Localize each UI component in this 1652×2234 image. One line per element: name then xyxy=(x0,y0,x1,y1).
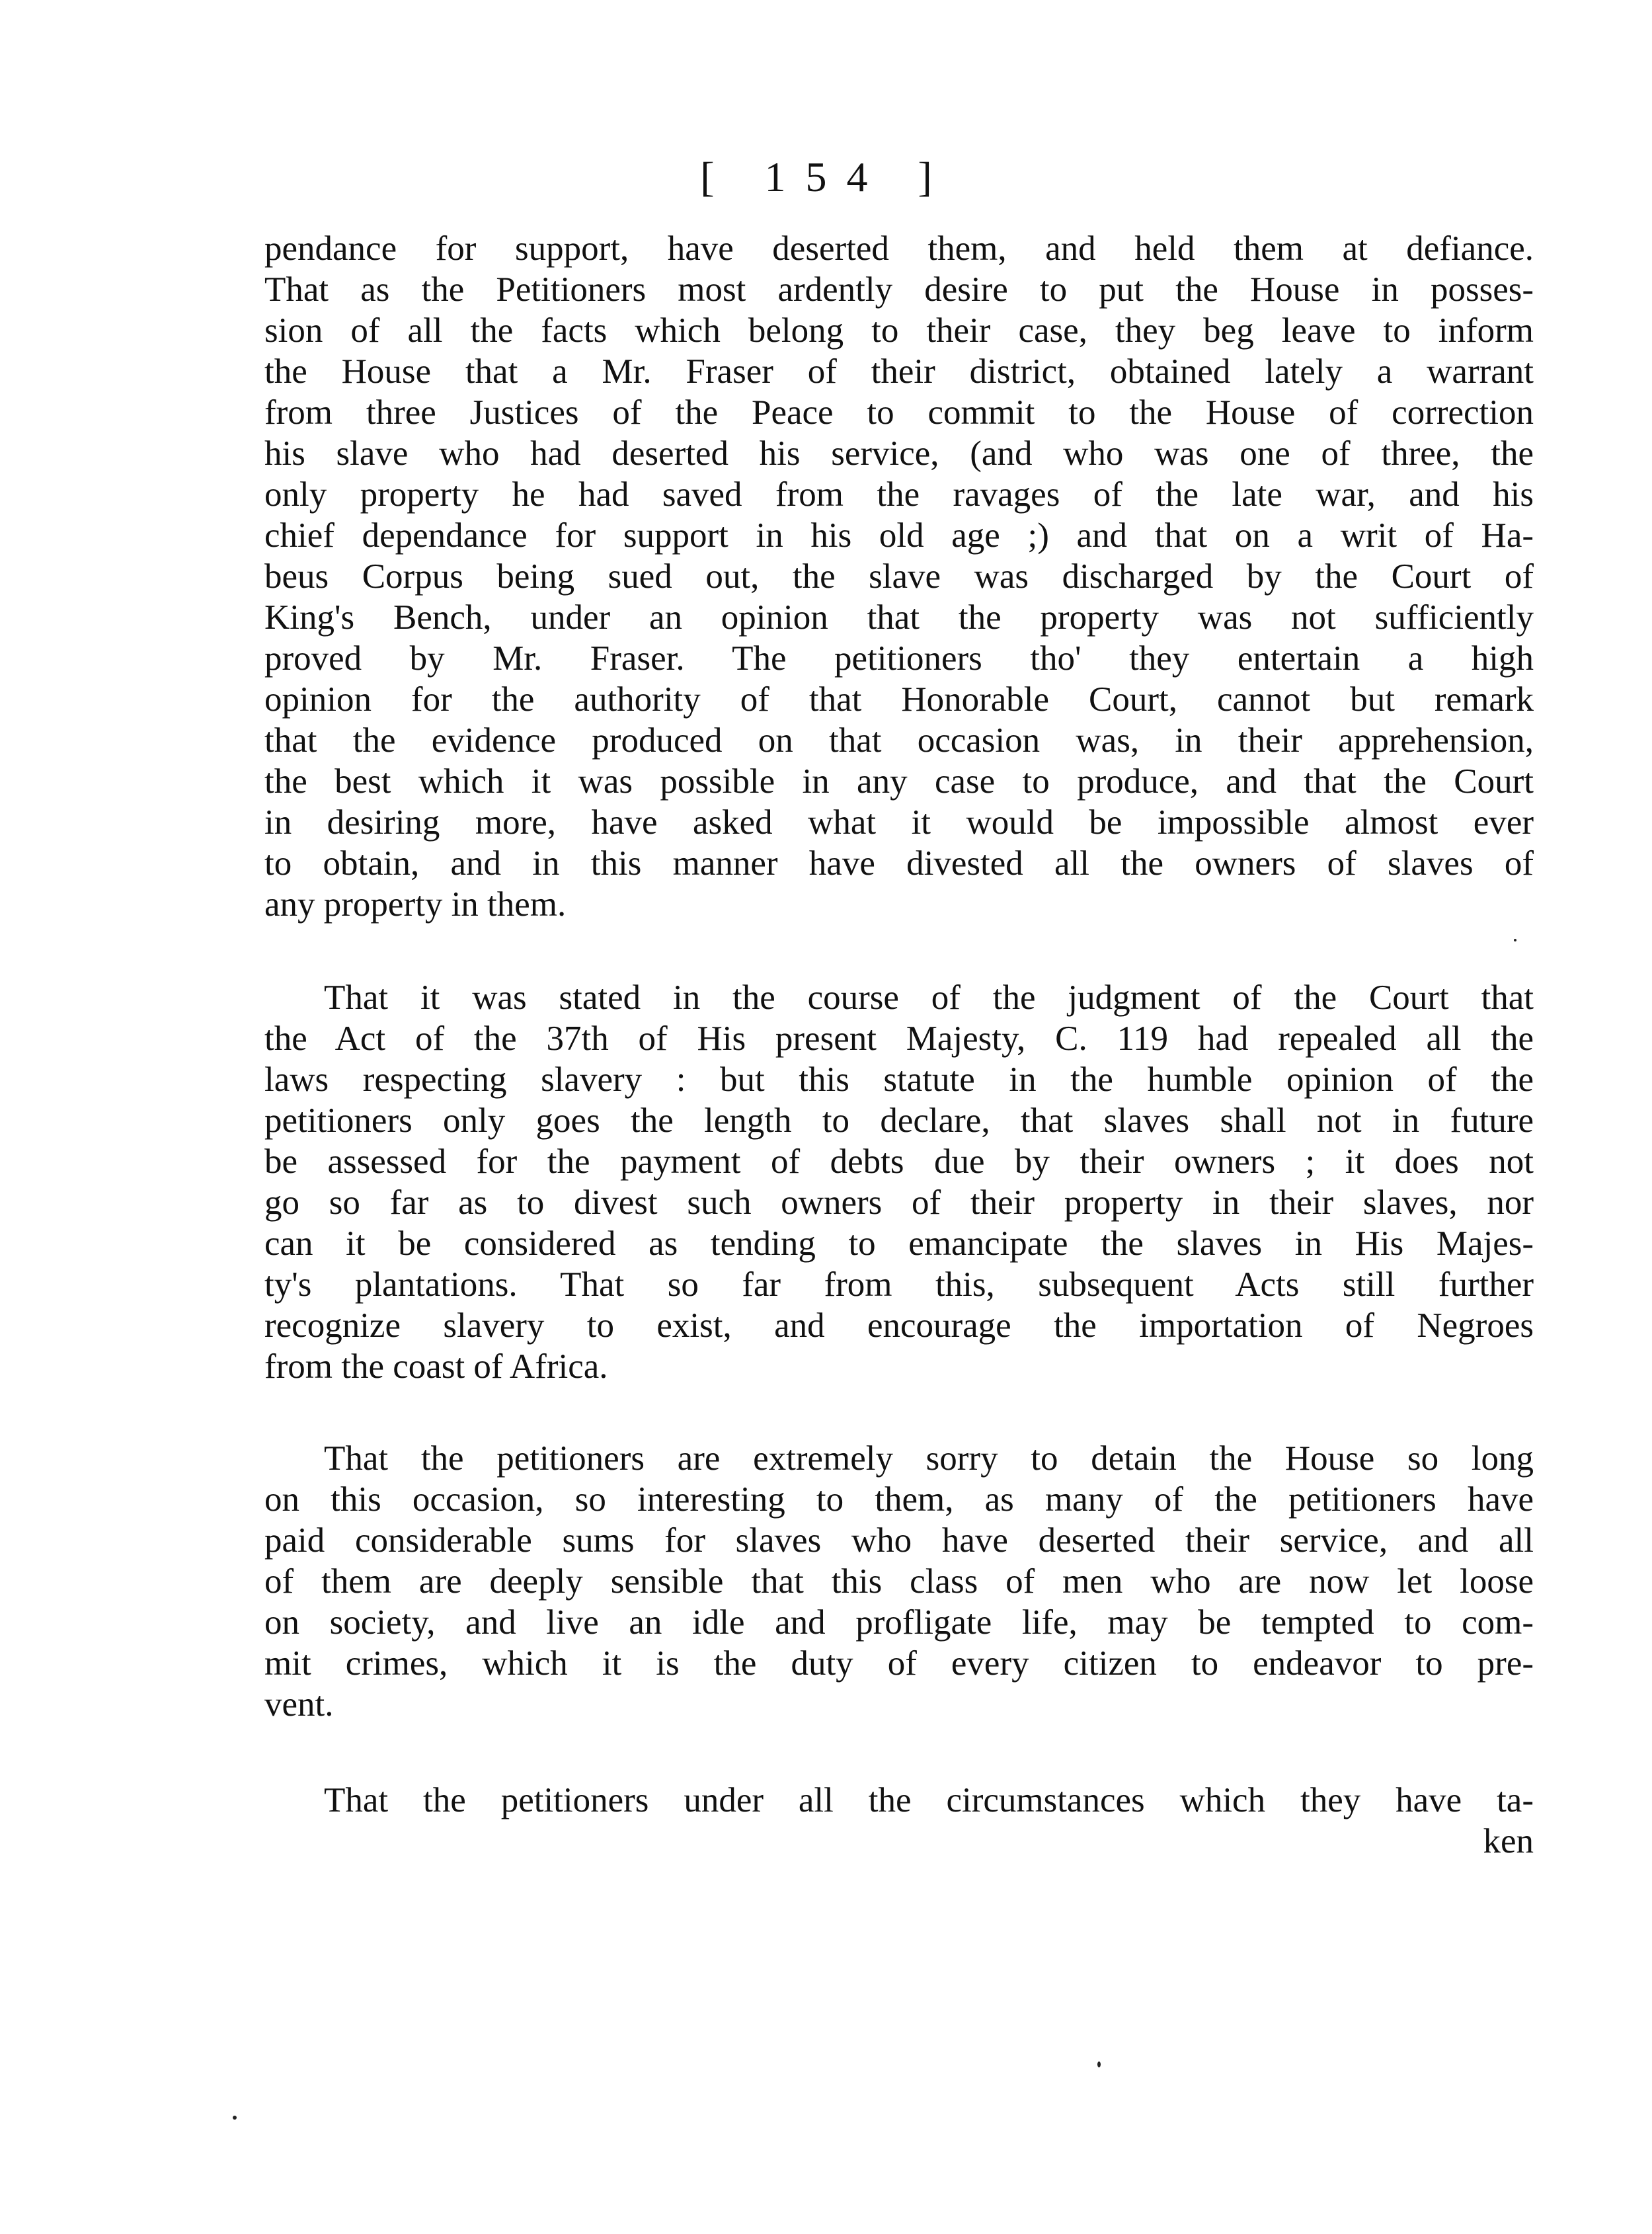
text-line: in desiring more, have asked what it would be impossible almost ever xyxy=(264,803,1534,842)
catchword-block xyxy=(264,1821,1534,1862)
paragraph-4 xyxy=(264,1780,1534,1821)
paragraph-1 xyxy=(264,228,1534,925)
text-line: pendance for support, have deserted them, and held them at defiance. xyxy=(264,229,1534,268)
text-line: his slave who had deserted his service, (and who was one of three, the xyxy=(264,434,1534,473)
text-line: petitioners only goes the length to declare, that slaves shall not in future xyxy=(264,1101,1534,1140)
text-line: paid considerable sums for slaves who have deserted their service, and all xyxy=(264,1521,1534,1560)
text-line: from the coast of Africa. xyxy=(264,1347,608,1386)
text-line: That the petitioners under all the circumstances which they have ta- xyxy=(324,1781,1534,1819)
text-line: only property he had saved from the ravages of the late war, and his xyxy=(264,475,1534,514)
text-line: of them are deeply sensible that this class of men who are now let loose xyxy=(264,1562,1534,1601)
text-line: chief dependance for support in his old age ;) and that on a writ of Ha- xyxy=(264,516,1534,555)
text-line: the House that a Mr. Fraser of their district, obtained lately a warrant xyxy=(264,352,1534,391)
text-line: That the petitioners are extremely sorry to detain the House so long xyxy=(324,1439,1534,1478)
text-line: That as the Petitioners most ardently desire to put the House in posses- xyxy=(264,270,1534,309)
text-line: proved by Mr. Fraser. The petitioners tho' they entertain a high xyxy=(264,639,1534,678)
text-line: vent. xyxy=(264,1685,334,1724)
ink-speck xyxy=(1097,2061,1101,2067)
text-line: on this occasion, so interesting to them, as many of the petitioners have xyxy=(264,1480,1534,1519)
text-line: opinion for the authority of that Honorable Court, cannot but remark xyxy=(264,680,1534,719)
text-line: King's Bench, under an opinion that the property was not sufficiently xyxy=(264,598,1534,637)
text-line: the best which it was possible in any case to produce, and that the Court xyxy=(264,762,1534,801)
ink-speck xyxy=(1514,939,1516,941)
text-line: on society, and live an idle and profligate life, may be tempted to com- xyxy=(264,1603,1534,1642)
text-line: go so far as to divest such owners of their property in their slaves, nor xyxy=(264,1183,1534,1222)
text-line: recognize slavery to exist, and encourage the importation of Negroes xyxy=(264,1306,1534,1345)
paragraph-2 xyxy=(264,977,1534,1387)
text-line: to obtain, and in this manner have divested all the owners of slaves of xyxy=(264,844,1534,883)
page-number: [ 154 ] xyxy=(700,153,952,200)
text-line: That it was stated in the course of the judgment of the Court that xyxy=(324,978,1534,1017)
text-line: can it be considered as tending to emancipate the slaves in His Majes- xyxy=(264,1224,1534,1263)
text-line: sion of all the facts which belong to their case, they beg leave to inform xyxy=(264,311,1534,350)
text-line: from three Justices of the Peace to commit to the House of correction xyxy=(264,393,1534,432)
text-line: the Act of the 37th of His present Majesty, C. 119 had repealed all the xyxy=(264,1019,1534,1058)
text-line: ty's plantations. That so far from this, subsequent Acts still further xyxy=(264,1265,1534,1304)
text-line: mit crimes, which it is the duty of every citizen to endeavor to pre- xyxy=(264,1644,1534,1683)
text-line: beus Corpus being sued out, the slave was discharged by the Court of xyxy=(264,557,1534,596)
text-line: be assessed for the payment of debts due by their owners ; it does not xyxy=(264,1142,1534,1181)
paragraph-3 xyxy=(264,1438,1534,1725)
text-line: laws respecting slavery : but this statute in the humble opinion of the xyxy=(264,1060,1534,1099)
text-line: any property in them. xyxy=(264,885,567,924)
catchword: ken xyxy=(1483,1822,1534,1860)
ink-speck xyxy=(233,2116,237,2120)
text-line: that the evidence produced on that occasion was, in their apprehension, xyxy=(264,721,1534,760)
